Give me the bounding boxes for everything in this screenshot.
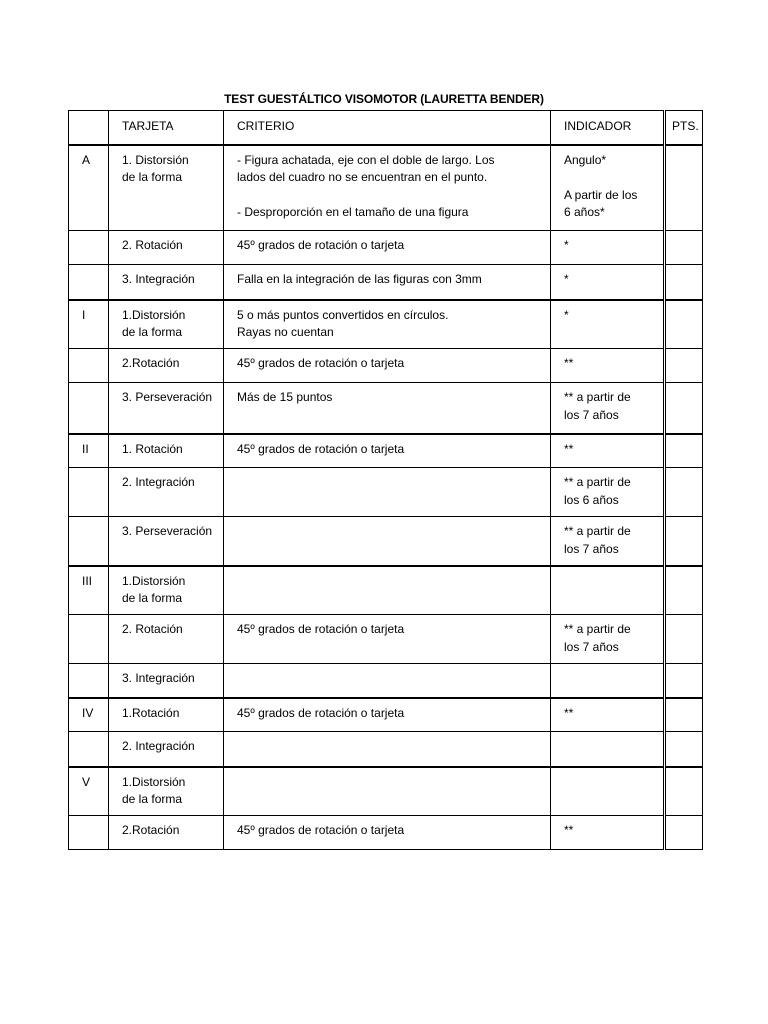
card-cell: I — [69, 300, 109, 349]
header-card — [69, 111, 109, 145]
table-row — [69, 265, 703, 300]
criterio-cell — [224, 732, 551, 767]
card-cell: III — [69, 566, 109, 615]
table-header-row — [69, 111, 703, 145]
pts-cell[interactable] — [665, 300, 703, 349]
pts-cell[interactable] — [665, 434, 703, 468]
pts-cell[interactable] — [665, 468, 703, 517]
tarjeta-cell: 2. Integración — [109, 468, 224, 517]
pts-cell[interactable] — [665, 732, 703, 767]
table-row — [69, 816, 703, 850]
indicador-cell: ** a partir de los 7 años — [551, 383, 665, 434]
tarjeta-cell: 2.Rotación — [109, 349, 224, 383]
tarjeta-cell: 3. Integración — [109, 265, 224, 300]
pts-cell[interactable] — [665, 615, 703, 664]
indicador-cell: ** — [551, 349, 665, 383]
table-row — [69, 698, 703, 732]
indicador-cell: * — [551, 300, 665, 349]
indicador-cell — [551, 767, 665, 816]
bender-scoring-table — [68, 110, 703, 850]
pts-cell[interactable] — [665, 566, 703, 615]
table-row — [69, 383, 703, 434]
indicador-cell — [551, 732, 665, 767]
criterio-cell: 5 o más puntos convertidos en círculos. Rayas no cuentan — [224, 300, 551, 349]
criterio-cell: 45º grados de rotación o tarjeta — [224, 434, 551, 468]
tarjeta-cell: 2. Rotación — [109, 231, 224, 265]
table-row — [69, 231, 703, 265]
tarjeta-cell: 3. Perseveración — [109, 383, 224, 434]
tarjeta-cell: 1. Distorsión de la forma — [109, 145, 224, 231]
card-cell: IV — [69, 698, 109, 732]
criterio-cell: - Figura achatada, eje con el doble de largo. Los lados del cuadro no se encuentran en el punto. - Desproporción en el tamaño de una figura — [224, 145, 551, 231]
pts-cell[interactable] — [665, 517, 703, 566]
criterio-cell: Falla en la integración de las figuras con 3mm — [224, 265, 551, 300]
pts-cell[interactable] — [665, 664, 703, 698]
card-cell — [69, 265, 109, 300]
tarjeta-cell: 2.Rotación — [109, 816, 224, 850]
pts-cell[interactable] — [665, 767, 703, 816]
table-row — [69, 434, 703, 468]
card-cell — [69, 349, 109, 383]
tarjeta-cell: 3. Integración — [109, 664, 224, 698]
card-cell — [69, 816, 109, 850]
indicador-cell: ** — [551, 816, 665, 850]
table-row — [69, 566, 703, 615]
document-title: TEST GUESTÁLTICO VISOMOTOR (LAURETTA BENDER) — [224, 92, 544, 106]
tarjeta-cell: 1.Distorsión de la forma — [109, 300, 224, 349]
card-cell — [69, 383, 109, 434]
pts-cell[interactable] — [665, 698, 703, 732]
tarjeta-cell: 1.Distorsión de la forma — [109, 566, 224, 615]
tarjeta-cell: 2. Rotación — [109, 615, 224, 664]
pts-cell[interactable] — [665, 265, 703, 300]
criterio-cell: Más de 15 puntos — [224, 383, 551, 434]
table-row — [69, 664, 703, 698]
card-cell: V — [69, 767, 109, 816]
card-cell — [69, 664, 109, 698]
criterio-cell — [224, 664, 551, 698]
indicador-cell: Angulo* A partir de los 6 años* — [551, 145, 665, 231]
criterio-cell: 45º grados de rotación o tarjeta — [224, 698, 551, 732]
table-row — [69, 615, 703, 664]
indicador-cell: * — [551, 265, 665, 300]
criterio-cell: 45º grados de rotación o tarjeta — [224, 349, 551, 383]
card-cell: II — [69, 434, 109, 468]
table-row — [69, 517, 703, 566]
table-row — [69, 349, 703, 383]
pts-cell[interactable] — [665, 816, 703, 850]
indicador-cell — [551, 664, 665, 698]
table-row — [69, 300, 703, 349]
card-cell — [69, 231, 109, 265]
tarjeta-cell: 1.Distorsión de la forma — [109, 767, 224, 816]
tarjeta-cell: 1.Rotación — [109, 698, 224, 732]
card-cell — [69, 615, 109, 664]
indicador-cell: ** — [551, 698, 665, 732]
card-cell — [69, 468, 109, 517]
table-row — [69, 468, 703, 517]
pts-cell[interactable] — [665, 349, 703, 383]
card-cell: A — [69, 145, 109, 231]
criterio-cell — [224, 468, 551, 517]
table-row — [69, 732, 703, 767]
table-row — [69, 145, 703, 231]
criterio-cell: 45º grados de rotación o tarjeta — [224, 231, 551, 265]
criterio-cell — [224, 767, 551, 816]
tarjeta-cell: 3. Perseveración — [109, 517, 224, 566]
table-row — [69, 767, 703, 816]
header-criterio: CRITERIO — [224, 111, 551, 145]
header-indicador: INDICADOR — [551, 111, 665, 145]
indicador-cell — [551, 566, 665, 615]
indicador-cell: ** a partir de los 7 años — [551, 517, 665, 566]
tarjeta-cell: 1. Rotación — [109, 434, 224, 468]
indicador-cell: ** — [551, 434, 665, 468]
criterio-cell — [224, 517, 551, 566]
pts-cell[interactable] — [665, 383, 703, 434]
card-cell — [69, 732, 109, 767]
pts-cell[interactable] — [665, 145, 703, 231]
criterio-cell — [224, 566, 551, 615]
header-tarjeta: TARJETA — [109, 111, 224, 145]
pts-cell[interactable] — [665, 231, 703, 265]
indicador-cell: ** a partir de los 7 años — [551, 615, 665, 664]
indicador-cell: * — [551, 231, 665, 265]
tarjeta-cell: 2. Integración — [109, 732, 224, 767]
header-pts: PTS. — [665, 111, 703, 145]
indicador-cell: ** a partir de los 6 años — [551, 468, 665, 517]
card-cell — [69, 517, 109, 566]
criterio-cell: 45º grados de rotación o tarjeta — [224, 615, 551, 664]
criterio-cell: 45º grados de rotación o tarjeta — [224, 816, 551, 850]
